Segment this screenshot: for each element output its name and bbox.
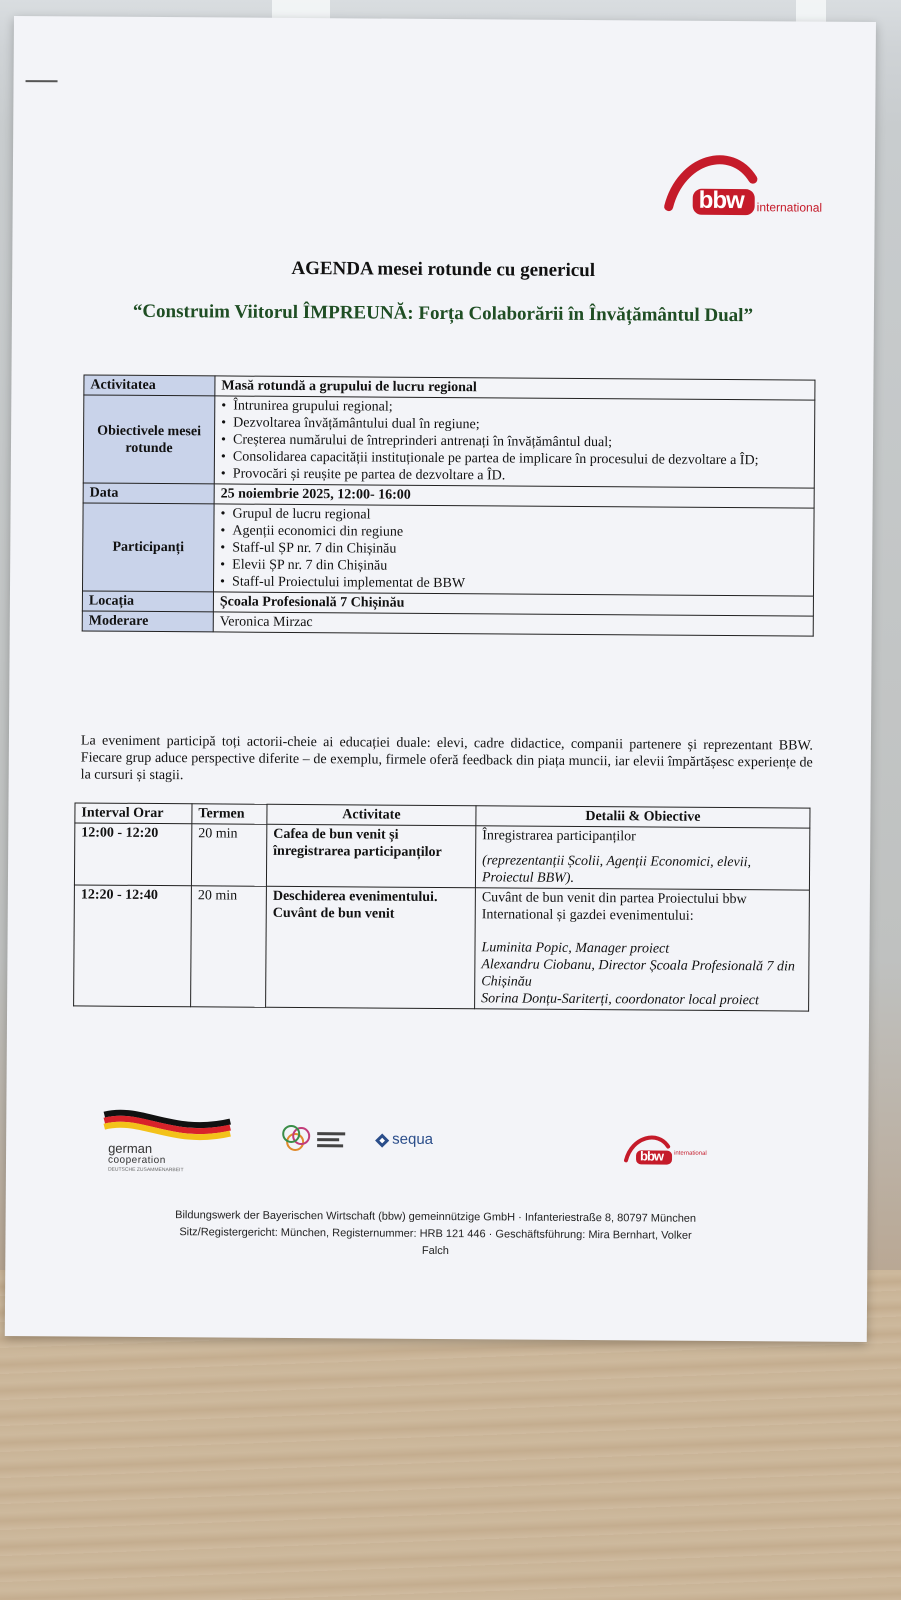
moderation-value: Veronica Mirzac: [213, 612, 813, 636]
partner-logos: [102, 1107, 823, 1192]
german-cooperation-text: german: [108, 1140, 153, 1156]
address-line: Falch: [421, 1244, 449, 1258]
table-row: [74, 885, 810, 1011]
details-cell: [475, 826, 809, 890]
table-row: [83, 395, 815, 488]
german-cooperation-text: DEUTSCHE ZUSAMMENARBEIT: [107, 1166, 184, 1174]
bbw-logo-small: [622, 1132, 722, 1169]
agenda-document: [5, 16, 876, 1342]
address-line: Bildungswerk der Bayerischen Wirtschaft (bbw) gemeinnützige GmbH · Infanteriestraße 8, 80797 München: [175, 1209, 697, 1225]
bbw-logo-suffix: international: [756, 200, 823, 215]
location-label: Locația: [82, 591, 213, 612]
address-line: Sitz/Registergericht: München, Registernummer: HRB 121 446 · Geschäftsführung: Mira Bernhart, Volker: [179, 1226, 692, 1242]
german-cooperation-logo: [102, 1107, 232, 1174]
bbw-logo-icon: [661, 149, 852, 230]
activity-cell: Cafea de bun venit și înregistrarea participanților: [266, 824, 475, 887]
table-row: [82, 503, 814, 596]
date-value: 25 noiembrie 2025, 12:00- 16:00: [214, 484, 814, 508]
details-text: Cuvânt de bun venit din partea Proiectului bbw International și gazdei evenimentului:: [481, 890, 747, 924]
bbw-logo-text: bbw: [640, 1148, 664, 1164]
term-cell: 20 min: [191, 886, 267, 1008]
column-header: Detalii & Obiective: [476, 806, 810, 828]
list-item: • Întrunirea grupului regional;: [221, 397, 808, 418]
list-item: • Elevii ȘP nr. 7 din Chișinău: [220, 556, 807, 577]
speaker-entry: Luminita Popic, Manager proiect: [481, 940, 670, 957]
moderation-label: Moderare: [82, 611, 213, 632]
list-item: • Dezvoltarea învățământului dual în regiune;: [221, 414, 808, 435]
footer-address: [85, 1207, 785, 1263]
list-item: • Grupul de lucru regional: [220, 505, 807, 526]
term-cell: 20 min: [191, 824, 266, 887]
details-text: Înregistrarea participanților: [482, 828, 636, 845]
list-item: • Creșterea numărului de întreprinderi antrenați în învățământul dual;: [221, 431, 808, 452]
agenda-subtitle: “Construim Viitorul ÎMPREUNĂ: Forța Colaborării în Învățământul Dual”: [132, 300, 754, 327]
participants-list: [220, 505, 808, 594]
german-flag-wave-icon: [102, 1107, 232, 1144]
objectives-cell: [214, 396, 815, 488]
activity-cell: Deschiderea evenimentului. Cuvânt de bun venit: [266, 886, 476, 1008]
column-header: Termen: [192, 804, 267, 825]
sequa-logo: [374, 1129, 454, 1160]
intro-paragraph: La eveniment participă toți actorii-cheie ai educației duale: elevi, cadre didactice, companii partenere și reprezentant BBW. Fiecare grup aduce perspective diferite – de exemplu, firmele oferă feedback din piața muncii, iar elevii împărtășesc experiențe de la cursuri și stagii.: [80, 733, 813, 784]
interval-cell: 12:20 - 12:40: [74, 885, 192, 1007]
list-item: • Consolidarea capacității instituționale pe partea de implicare în procesului de dezvoltare a ÎD;: [221, 448, 808, 469]
agenda-title: AGENDA mesei rotunde cu genericul: [291, 257, 596, 282]
activity-value: Masă rotundă a grupului de lucru regional: [215, 376, 815, 400]
speaker-entry: Sorina Donțu-Sariterți, coordonator local proiect: [481, 991, 759, 1009]
column-header: Activitate: [267, 804, 476, 825]
sequa-text: sequa: [392, 1130, 434, 1148]
interval-cell: 12:00 - 12:20: [74, 823, 191, 886]
list-item: • Agenții economici din regiune: [220, 522, 807, 543]
participants-cell: [213, 504, 814, 596]
bbw-logo-suffix: international: [674, 1150, 707, 1157]
details-note: (reprezentanții Școlii, Agenții Economici, elevii, Proiectul BBW).: [481, 853, 752, 886]
bbw-logo-icon: [622, 1132, 722, 1169]
overview-table: [82, 374, 816, 636]
speaker-entry: Alexandru Ciobanu, Director Școala Profesională 7 din Chișinău: [481, 957, 795, 990]
bbw-logo: [661, 149, 852, 230]
table-row: [74, 823, 809, 890]
schedule-table: [73, 802, 810, 1011]
activity-label: Activitatea: [84, 375, 215, 396]
bbw-logo-text: bbw: [698, 186, 744, 215]
sequa-diamond-icon: [374, 1133, 390, 1149]
list-item: • Staff-ul Proiectului implementat de BBW: [220, 573, 807, 594]
objectives-label: Obiectivele mesei rotunde: [83, 395, 215, 484]
german-cooperation-text: cooperation: [107, 1154, 166, 1167]
column-header: Interval Orar: [75, 803, 192, 824]
date-label: Data: [83, 483, 214, 504]
pen-mark: [26, 80, 58, 82]
partnership-logo-icon: [277, 1116, 377, 1157]
details-cell: [475, 888, 810, 1011]
partnership-logo: [277, 1116, 377, 1157]
table-row: [82, 611, 813, 636]
list-item: • Staff-ul ȘP nr. 7 din Chișinău: [220, 539, 807, 560]
participants-label: Participanți: [82, 503, 214, 592]
objectives-list: [221, 397, 809, 486]
location-value: Școala Profesională 7 Chișinău: [213, 592, 813, 616]
list-item: • Provocări și reușite pe partea de dezvoltare a ÎD.: [221, 465, 808, 486]
